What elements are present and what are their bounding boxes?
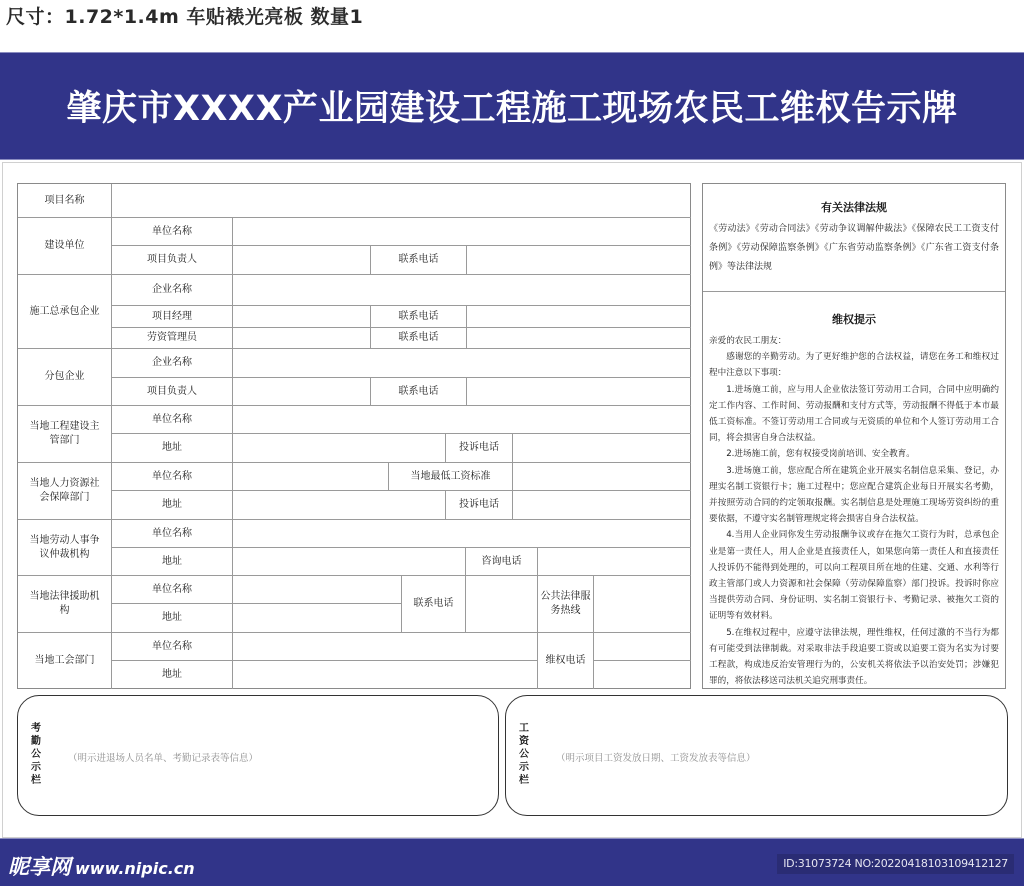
logo-url: www.nipic.cn — [75, 859, 195, 878]
project-manager-phone-value[interactable] — [467, 306, 691, 328]
tips-item: 2.进场施工前，您有权接受岗前培训、安全教育。 — [726, 449, 915, 460]
project-manager-value[interactable] — [233, 306, 371, 328]
construction-authority-label: 当地工程建设主管部门 — [18, 406, 112, 463]
wage-board — [505, 695, 1008, 816]
project-manager-phone-label: 联系电话 — [371, 306, 467, 328]
trade-union-label: 当地工会部门 — [18, 633, 112, 689]
logo-text: 昵享网 — [8, 855, 71, 879]
subcontractor-company-label: 企业名称 — [112, 349, 233, 378]
laws-text: 《劳动法》《劳动合同法》《劳动争议调解仲裁法》《保障农民工工资支付条例》《劳动保障监察条例》《广东省劳动监察条例》《广东省工资支付条例》等法律法规 — [709, 224, 999, 272]
info-side-panel — [702, 183, 1006, 689]
construction-unit-leader-value[interactable] — [233, 246, 371, 275]
hr-unit-label: 单位名称 — [112, 463, 233, 491]
subcontractor-leader-label: 项目负责人 — [112, 378, 233, 406]
construction-authority-address-label: 地址 — [112, 434, 233, 463]
legal-aid-address-value[interactable] — [233, 604, 402, 633]
project-name-label: 项目名称 — [18, 184, 112, 218]
hr-address-value[interactable] — [233, 491, 446, 520]
site-logo[interactable] — [8, 851, 195, 881]
legal-aid-label: 当地法律援助机构 — [18, 576, 112, 633]
min-wage-label: 当地最低工资标准 — [389, 463, 513, 491]
trade-union-unit-label: 单位名称 — [112, 633, 233, 661]
arbitration-label: 当地劳动人事争议仲裁机构 — [18, 520, 112, 576]
trade-union-rights-label: 维权电话 — [538, 633, 594, 689]
hr-department-label: 当地人力资源社会保障部门 — [18, 463, 112, 520]
labor-manager-phone-label: 联系电话 — [371, 328, 467, 349]
tips-greeting: 亲爱的农民工朋友： — [709, 336, 787, 346]
construction-unit-label: 建设单位 — [18, 218, 112, 275]
trade-union-address-label: 地址 — [112, 661, 233, 689]
tips-intro: 感谢您的辛勤劳动。为了更好维护您的合法权益，请您在务工和维权过程中注意以下事项： — [709, 352, 999, 379]
spec-line: 尺寸：1.72*1.4m 车贴裱光亮板 数量1 — [6, 6, 364, 28]
trade-union-address-value[interactable] — [233, 661, 538, 689]
arbitration-consult-label: 咨询电话 — [466, 548, 538, 576]
page-title: 肇庆市XXXX产业园建设工程施工现场农民工维权告示牌 — [66, 89, 958, 129]
attendance-board — [17, 695, 499, 816]
header-banner — [0, 52, 1024, 160]
legal-hotline-value[interactable] — [594, 576, 691, 633]
hr-unit-value[interactable] — [233, 463, 389, 491]
labor-manager-label: 劳资管理员 — [112, 328, 233, 349]
arbitration-consult-value[interactable] — [538, 548, 691, 576]
subcontractor-phone-label: 联系电话 — [371, 378, 467, 406]
laws-title: 有关法律法规 — [821, 201, 887, 214]
footer-bar — [0, 838, 1024, 886]
legal-hotline-label: 公共法律服务热线 — [538, 576, 594, 633]
wage-board-hint: （明示项目工资发放日期、工资发放表等信息） — [556, 753, 756, 764]
general-contractor-company-label: 企业名称 — [112, 275, 233, 306]
construction-unit-phone-value[interactable] — [467, 246, 691, 275]
construction-authority-complaint-value[interactable] — [513, 434, 691, 463]
info-table — [17, 183, 691, 689]
legal-aid-unit-label: 单位名称 — [112, 576, 233, 604]
labor-manager-phone-value[interactable] — [467, 328, 691, 349]
tips-item: 5.在维权过程中，应遵守法律法规，理性维权，任何过激的不当行为都有可能受到法律制裁。对采取非法手段追要工资或以追要工资为名实为讨要工程款，构成违反治安管理行为的，公安机关将依法予以治安处罚；涉嫌犯罪的，将依法移送司法机关追究刑事责任。 — [709, 627, 999, 687]
wage-board-label: 工资公示栏 — [519, 723, 529, 786]
arbitration-unit-value[interactable] — [233, 520, 691, 548]
construction-unit-leader-label: 项目负责人 — [112, 246, 233, 275]
attendance-board-label: 考勤公示栏 — [31, 723, 41, 786]
general-contractor-company-value[interactable] — [233, 275, 691, 306]
tips-item: 4.当用人企业同你发生劳动报酬争议或存在拖欠工资行为时，总承包企业是第一责任人，用人企业是直接责任人，如果您向第一责任人和直接责任人投诉仍不能得到处理的，可以向工程项目所在地的住建、交通、水利等行政主管部门或人力资源和社会保障（劳动保障监察）部门投诉。投诉时你应当提供劳动合同、身份证明、实名制工资银行卡、考勤记录、被拖欠工资的证明等有效材料。 — [709, 530, 999, 622]
general-contractor-label: 施工总承包企业 — [18, 275, 112, 349]
arbitration-address-value[interactable] — [233, 548, 466, 576]
construction-unit-name-value[interactable] — [233, 218, 691, 246]
tips-section — [703, 293, 1005, 689]
legal-aid-phone-value[interactable] — [466, 576, 538, 633]
arbitration-unit-label: 单位名称 — [112, 520, 233, 548]
construction-authority-complaint-label: 投诉电话 — [446, 434, 513, 463]
trade-union-rights-value-1[interactable] — [594, 633, 691, 661]
construction-authority-unit-value[interactable] — [233, 406, 691, 434]
construction-unit-phone-label: 联系电话 — [371, 246, 467, 275]
legal-aid-unit-value[interactable] — [233, 576, 402, 604]
construction-unit-name-label: 单位名称 — [112, 218, 233, 246]
tips-item: 1.进场施工前，应与用人企业依法签订劳动用工合同，合同中应明确约定工作内容、工作时间、劳动报酬和支付方式等，劳动报酬不得低于本市最低工资标准。不签订劳动用工合同或与无资质的单位和个人签订劳动用工合同，将会损害自身合法权益。 — [709, 384, 999, 444]
construction-authority-unit-label: 单位名称 — [112, 406, 233, 434]
subcontractor-company-value[interactable] — [233, 349, 691, 378]
laws-section — [703, 184, 1005, 292]
labor-manager-value[interactable] — [233, 328, 371, 349]
tips-item: 3.进场施工前，您应配合所在建筑企业开展实名制信息采集、登记，办理实名制工资银行卡；施工过程中；您应配合建筑企业每日开展实名考勤，并按照劳动合同的约定领取报酬。实名制信息是处理施工现场劳资纠纷的重要依据，不遵守实名制管理规定将会损害自身合法权益。 — [709, 465, 999, 525]
arbitration-address-label: 地址 — [112, 548, 233, 576]
trade-union-unit-value[interactable] — [233, 633, 538, 661]
tips-body — [709, 333, 999, 689]
project-manager-label: 项目经理 — [112, 306, 233, 328]
legal-aid-phone-label: 联系电话 — [402, 576, 466, 633]
subcontractor-phone-value[interactable] — [467, 378, 691, 406]
subcontractor-leader-value[interactable] — [233, 378, 371, 406]
legal-aid-address-label: 地址 — [112, 604, 233, 633]
hr-complaint-label: 投诉电话 — [446, 491, 513, 520]
construction-authority-address-value[interactable] — [233, 434, 446, 463]
attendance-board-hint: （明示进退场人员名单、考勤记录表等信息） — [68, 753, 259, 764]
tips-title: 维权提示 — [832, 313, 876, 326]
min-wage-value[interactable] — [513, 463, 691, 491]
project-name-value[interactable] — [112, 184, 691, 218]
image-id-label: ID:31073724 NO:20220418103109412127 — [777, 854, 1014, 874]
subcontractor-label: 分包企业 — [18, 349, 112, 406]
hr-complaint-value[interactable] — [513, 491, 691, 520]
trade-union-rights-value-2[interactable] — [594, 661, 691, 689]
hr-address-label: 地址 — [112, 491, 233, 520]
